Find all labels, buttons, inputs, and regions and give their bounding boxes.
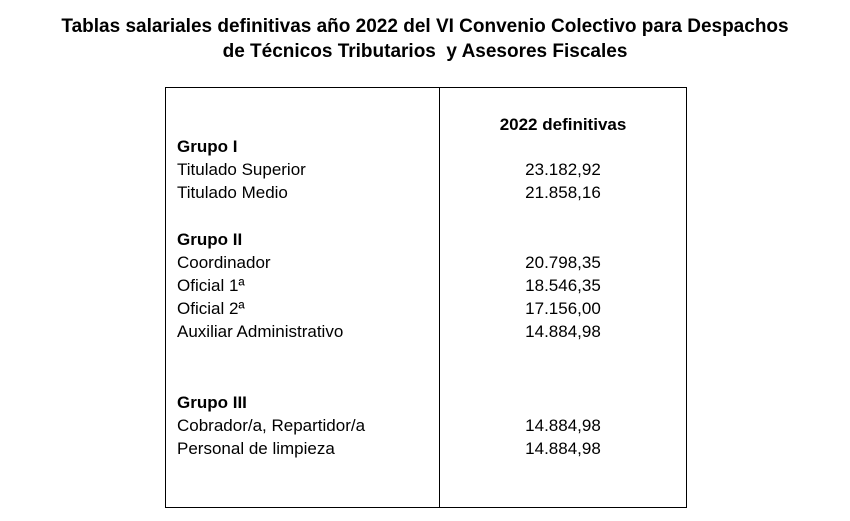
row-label: Oficial 2ª <box>177 299 245 318</box>
row-value: 21.858,16 <box>525 183 601 202</box>
row-value: 18.546,35 <box>525 276 601 295</box>
row-label: Titulado Superior <box>177 160 306 179</box>
row-label: Personal de limpieza <box>177 439 335 458</box>
row-value: 14.884,98 <box>525 439 601 458</box>
group-name-1: Grupo I <box>177 137 238 156</box>
salary-table <box>165 87 687 508</box>
column-header-2022: 2022 definitivas <box>499 115 627 134</box>
group-name-2: Grupo II <box>177 230 243 249</box>
row-label: Coordinador <box>177 253 271 272</box>
row-label: Auxiliar Administrativo <box>177 322 344 341</box>
page-title-line-1: Tablas salariales definitivas año 2022 del VI Convenio Colectivo para Despachos <box>61 16 789 37</box>
group-name-3: Grupo III <box>177 393 247 412</box>
row-value: 14.884,98 <box>525 322 601 341</box>
page-title <box>0 14 850 64</box>
row-value: 23.182,92 <box>525 160 601 179</box>
row-label: Cobrador/a, Repartidor/a <box>177 416 366 435</box>
row-value: 17.156,00 <box>525 299 601 318</box>
row-value: 14.884,98 <box>525 416 601 435</box>
row-label: Oficial 1ª <box>177 276 245 295</box>
row-value: 20.798,35 <box>525 253 601 272</box>
row-label: Titulado Medio <box>177 183 288 202</box>
page-title-line-2: de Técnicos Tributarios y Asesores Fiscales <box>222 41 628 62</box>
